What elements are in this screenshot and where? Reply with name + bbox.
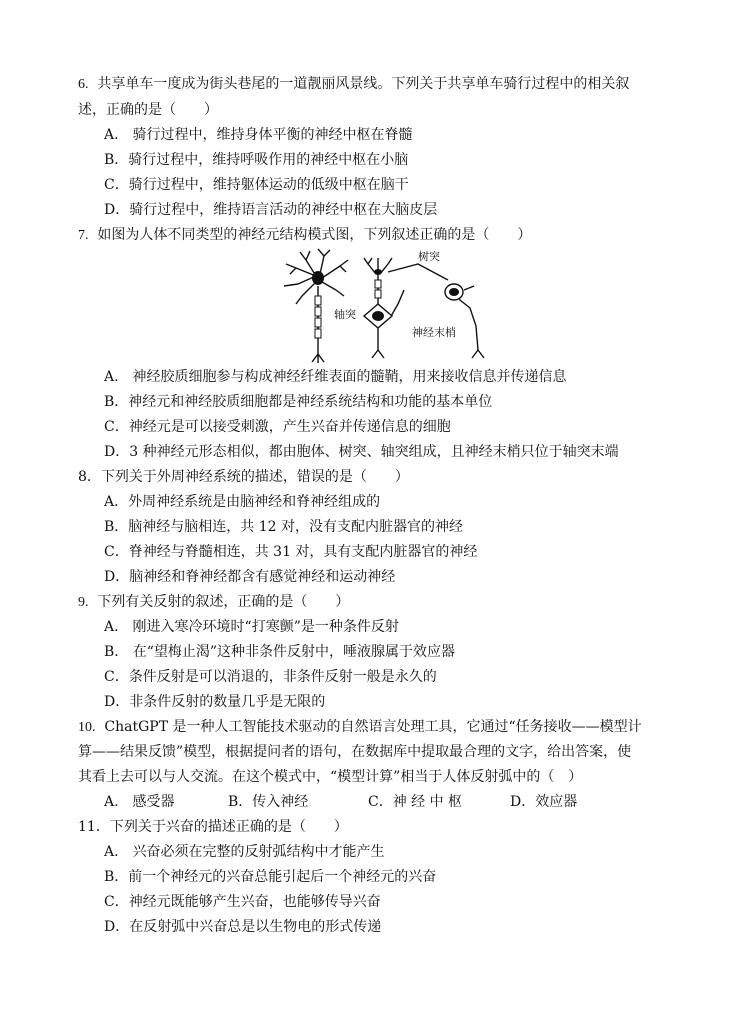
q10-stem-line2: 算——结果反馈”模型，根据提问者的语句，在数据库中提取最合理的文字，给出答案，使 xyxy=(78,744,632,760)
neuron-diagram xyxy=(278,246,490,364)
q10-option-c: C．神 经 中 枢 xyxy=(368,794,463,810)
q7-option-a: A. 神经胶质细胞参与构成神经纤维表面的髓鞘，用来接收信息并传递信息 xyxy=(104,369,567,385)
q6-stem-text: 共享单车一度成为街头巷尾的一道靓丽风景线。下列关于共享单车骑行过程中的相关叙 xyxy=(97,76,630,92)
figure-label-dendrite: 树突 xyxy=(418,250,440,263)
q11-option-c: C．神经元既能够产生兴奋，也能够传导兴奋 xyxy=(104,894,381,910)
q7-option-b: B．神经元和神经胶质细胞都是神经系统结构和功能的基本单位 xyxy=(104,394,493,410)
q7-number: 7. xyxy=(78,228,89,243)
q6-option-d: D．骑行过程中，维持语言活动的神经中枢在大脑皮层 xyxy=(104,202,438,218)
neuron-1 xyxy=(284,249,348,363)
figure-label-nerve-ending: 神经末梢 xyxy=(412,326,456,339)
q10-options-row xyxy=(0,792,737,812)
q6-option-c: C．骑行过程中，维持躯体运动的低级中枢在脑干 xyxy=(104,177,409,193)
q9-option-a: A. 刚进入寒冷环境时“打寒颤”是一种条件反射 xyxy=(104,619,399,635)
q9-option-d: D．非条件反射的数量几乎是无限的 xyxy=(104,694,326,710)
q8-option-b: B．脑神经与脑相连，共 12 对，没有支配内脏器官的神经 xyxy=(104,519,464,535)
q11-option-d: D．在反射弧中兴奋总是以生物电的形式传递 xyxy=(104,919,382,935)
q7-option-c: C．神经元是可以接受刺激，产生兴奋并传递信息的细胞 xyxy=(104,419,451,435)
q6-option-a: A. 骑行过程中，维持身体平衡的神经中枢在脊髓 xyxy=(104,127,413,143)
q6-stem-line2: 述，正确的是（ ） xyxy=(78,102,218,118)
neuron-1-cell-body xyxy=(312,271,324,285)
q11-stem-line: 11．下列关于兴奋的描述正确的是（ ） xyxy=(78,819,348,835)
q9-number: 9. xyxy=(78,595,89,610)
q10-number: 10. xyxy=(78,720,96,735)
q6-stem-line1 xyxy=(78,74,629,94)
neuron-3-nucleus xyxy=(449,288,459,296)
figure-label-axon: 轴突 xyxy=(334,308,356,321)
q6-number: 6. xyxy=(78,77,89,92)
q8-option-c: C．脊神经与脊髓相连，共 31 对，具有支配内脏器官的神经 xyxy=(104,544,478,560)
q9-stem-line xyxy=(78,592,349,612)
q7-stem-text: 如图为人体不同类型的神经元结构模式图，下列叙述正确的是（ ） xyxy=(97,227,532,243)
q6-option-b: B．骑行过程中，维持呼吸作用的神经中枢在小脑 xyxy=(104,152,409,168)
q10-option-d: D．效应器 xyxy=(510,794,578,810)
q10-stem-line1 xyxy=(78,717,642,737)
q11-option-b: B．前一个神经元的兴奋总能引起后一个神经元的兴奋 xyxy=(104,869,437,885)
q8-stem-line: 8．下列关于外周神经系统的描述，错误的是（ ） xyxy=(78,469,409,485)
q10-stem-text: ChatGPT 是一种人工智能技术驱动的自然语言处理工具，它通过“任务接收——模型计 xyxy=(104,719,642,735)
q9-stem-text: 下列有关反射的叙述，正确的是（ ） xyxy=(97,594,350,610)
neuron-structure-figure xyxy=(278,246,490,364)
neuron-2-dendrite-knob xyxy=(374,269,382,275)
q11-option-a: A. 兴奋必须在完整的反射弧结构中才能产生 xyxy=(104,844,385,860)
q7-stem-line xyxy=(78,225,531,245)
q7-option-d: D．3 种神经元形态相似，都由胞体、树突、轴突组成，且神经末梢只位于轴突末端 xyxy=(104,444,619,460)
q8-option-a: A．外周神经系统是由脑神经和脊神经组成的 xyxy=(104,494,381,510)
q8-option-d: D．脑神经和脊神经都含有感觉神经和运动神经 xyxy=(104,569,396,585)
q10-option-b: B．传入神经 xyxy=(228,794,309,810)
neuron-2-nucleus xyxy=(372,311,384,321)
q9-option-c: C．条件反射是可以消退的，非条件反射一般是永久的 xyxy=(104,669,437,685)
q10-stem-line3: 其看上去可以与人交流。在这个模式中，“模型计算”相当于人体反射弧中的（ ） xyxy=(78,769,583,785)
q9-option-b: B. 在“望梅止渴”这种非条件反射中，唾液腺属于效应器 xyxy=(104,644,456,660)
q10-option-a: A. 感受器 xyxy=(104,794,175,810)
